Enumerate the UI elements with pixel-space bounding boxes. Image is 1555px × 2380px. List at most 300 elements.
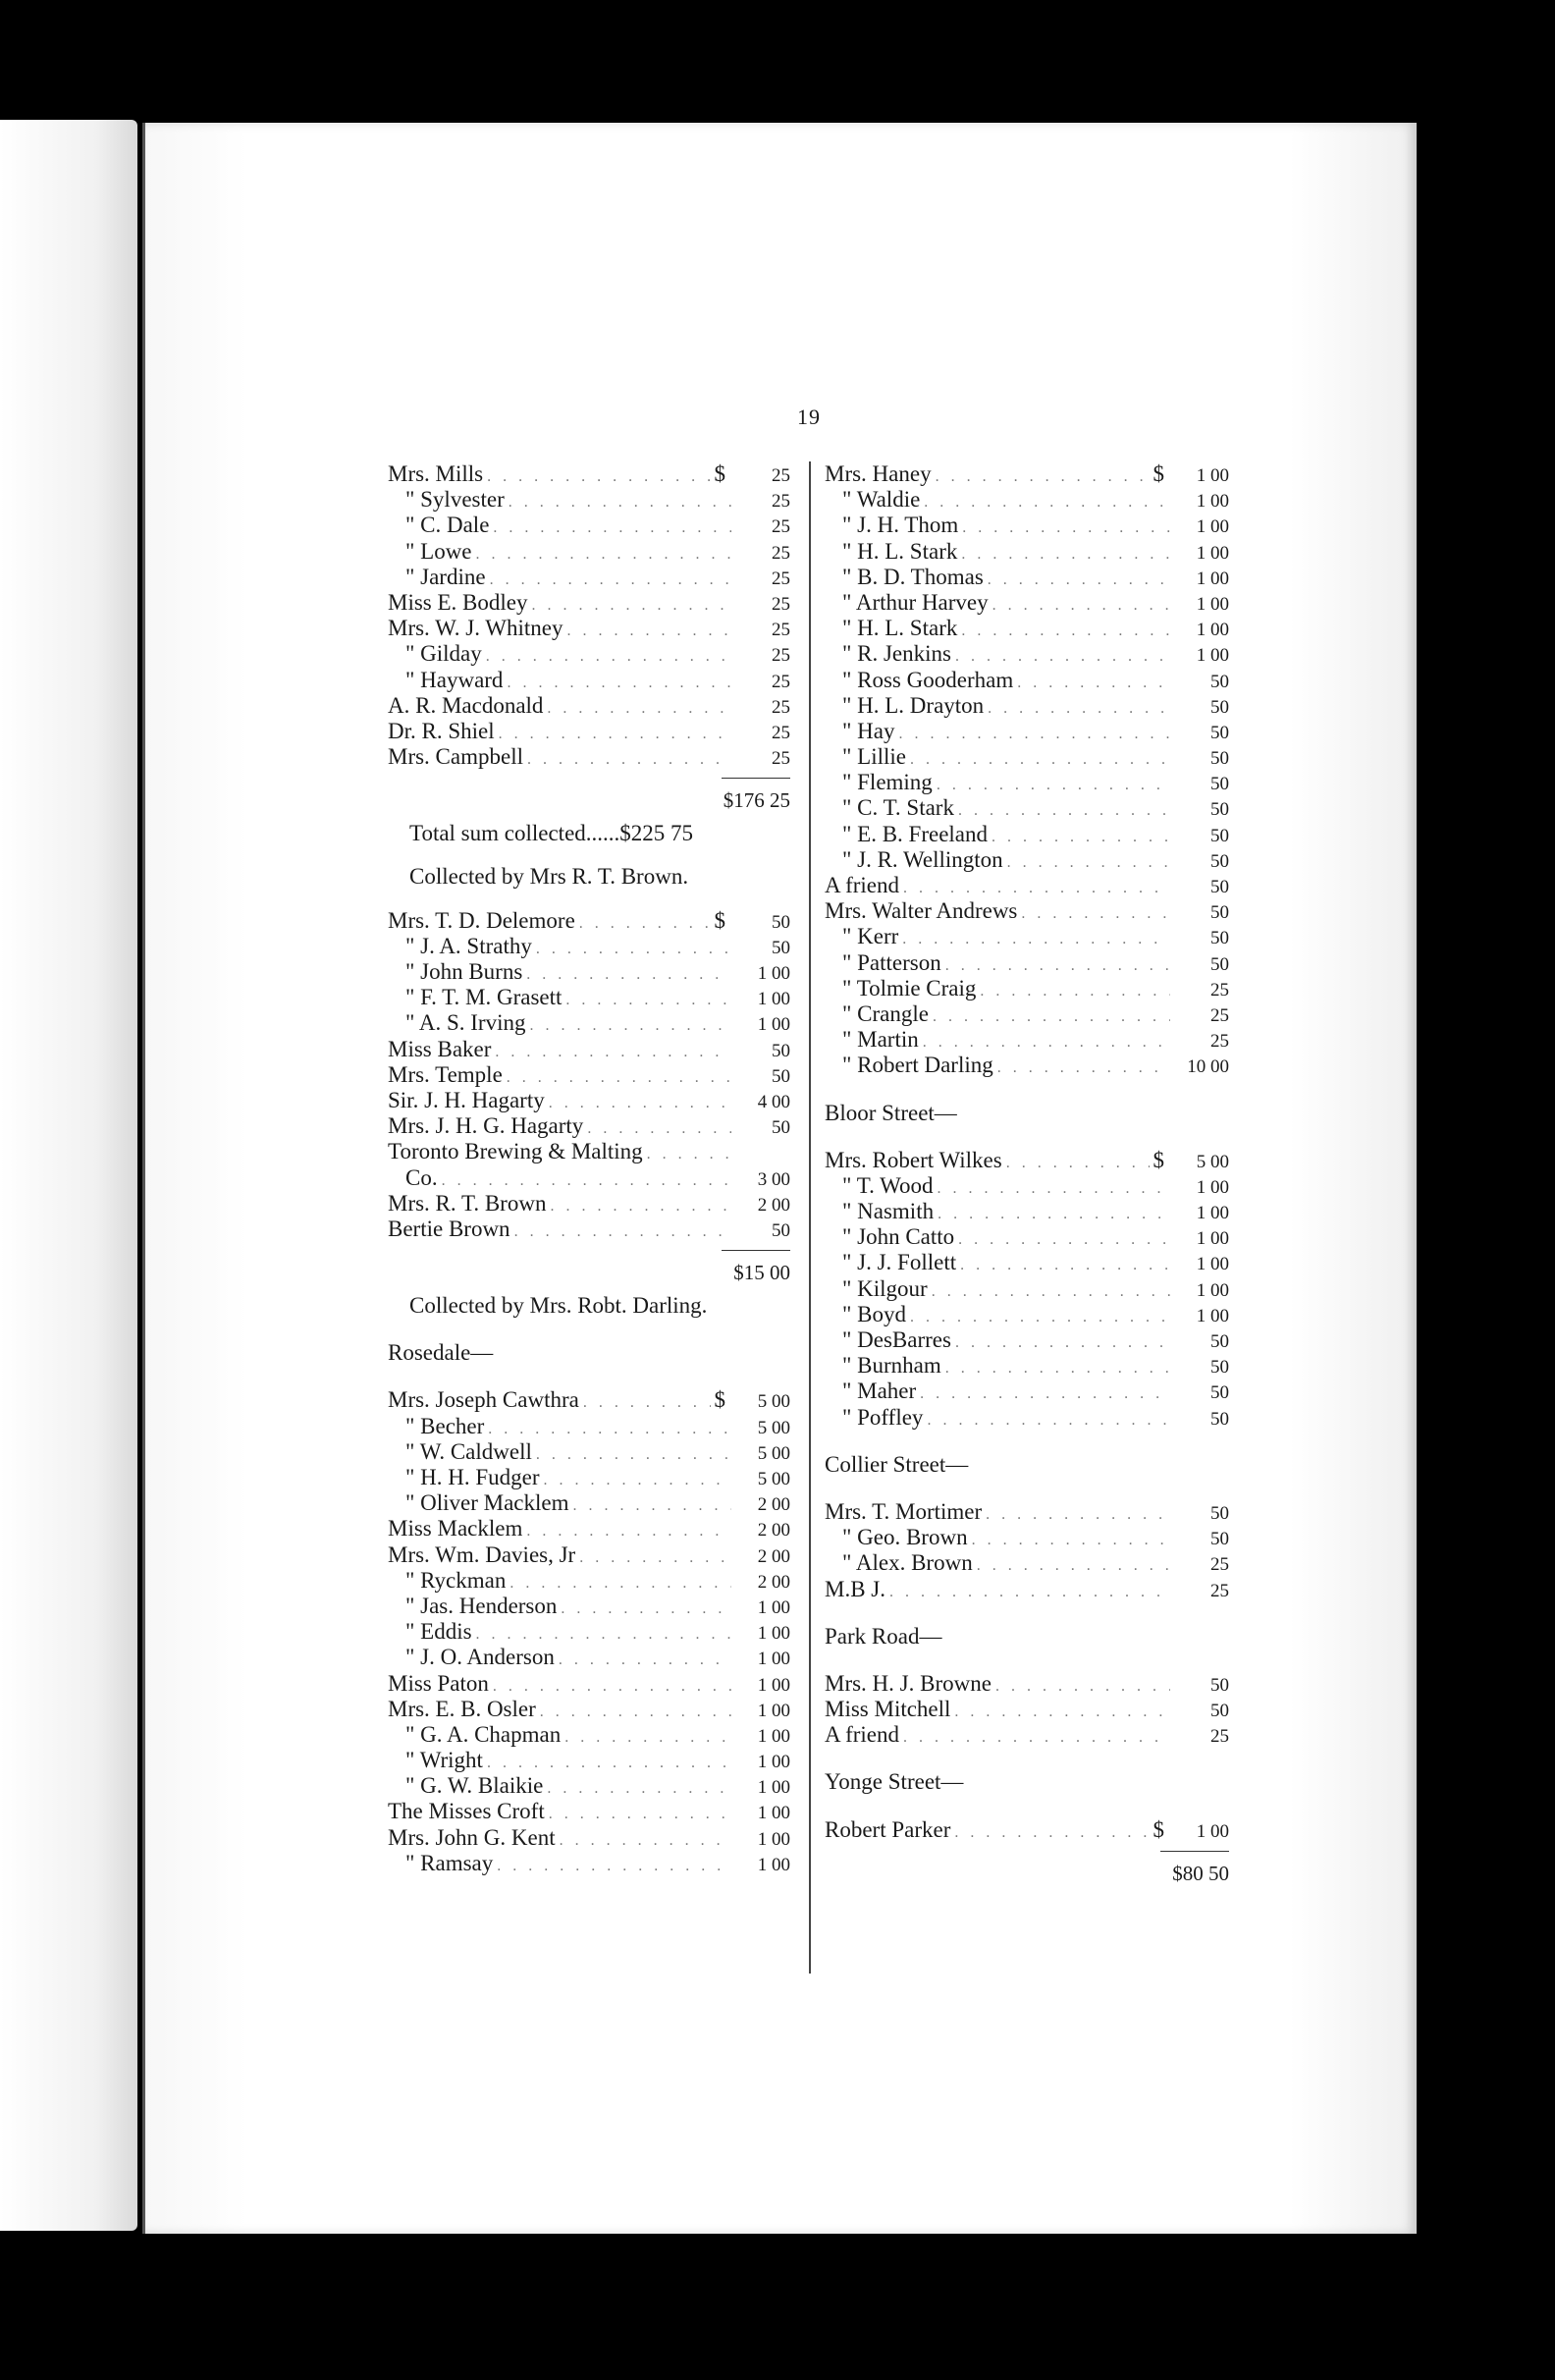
donor-entry: [388, 1773, 790, 1799]
donor-name: " Ross Gooderham: [842, 667, 1014, 692]
leader-dots: [980, 979, 1170, 1004]
page-number: 19: [797, 405, 821, 429]
donor-entry: [388, 934, 790, 959]
donor-entry: [388, 1414, 790, 1439]
donation-amount: 5 00: [757, 1417, 790, 1438]
donor-name: Mrs. W. J. Whitney: [388, 616, 563, 641]
leader-dots: [961, 619, 1170, 644]
donation-amount: 1 00: [757, 1725, 790, 1747]
donor-entry: [388, 1113, 790, 1139]
donor-entry: [388, 487, 790, 513]
donation-amount: 1 00: [757, 1674, 790, 1696]
donor-entry: [388, 590, 790, 616]
donor-name: " Fleming: [842, 770, 933, 795]
donation-amount: 10 00: [1187, 1056, 1229, 1078]
subtotal-rule: [388, 1242, 790, 1260]
donation-amount: 1 00: [1196, 1820, 1229, 1842]
donor-name: " Boyd: [842, 1301, 906, 1326]
donation-amount: 25: [1210, 1726, 1229, 1748]
donor-entry: [388, 668, 790, 693]
donation-amount: 50: [1210, 1529, 1229, 1550]
donor-entry: [825, 1353, 1229, 1379]
donation-amount: 1 00: [757, 1700, 790, 1721]
donor-entry: [825, 1199, 1229, 1224]
right-column: [825, 461, 1229, 1894]
donor-entry: [388, 959, 790, 985]
leader-dots: [954, 1700, 1170, 1725]
donor-name: " Waldie: [842, 487, 921, 513]
section-header-yonge: Yonge Street—: [825, 1769, 964, 1795]
leader-dots: [573, 1493, 731, 1519]
donation-amount: 25: [772, 748, 790, 770]
dollar-sign: $: [1153, 1147, 1164, 1172]
donation-amount: 1 00: [1196, 516, 1229, 538]
donor-entry: [388, 1165, 790, 1191]
spacer: [388, 891, 790, 908]
donor-name: " Kerr: [842, 924, 899, 949]
leader-dots: [945, 1356, 1170, 1381]
donor-entry: [825, 1722, 1229, 1748]
donation-amount: 1 00: [757, 963, 790, 984]
dollar-sign: $: [1153, 1816, 1164, 1842]
donation-amount: 25: [772, 491, 790, 513]
leader-dots: [495, 1040, 731, 1065]
donation-amount: 4 00: [757, 1091, 790, 1112]
leader-dots: [958, 798, 1170, 824]
spacer: [388, 846, 790, 864]
donor-entry: [388, 1062, 790, 1088]
donation-amount: 1 00: [1196, 1305, 1229, 1326]
donor-name: Miss Mitchell: [825, 1697, 951, 1722]
leader-dots: [1006, 1151, 1150, 1176]
donation-amount: 1 00: [757, 1752, 790, 1773]
donor-name: " Geo. Brown: [842, 1525, 968, 1550]
donor-entry: [388, 1825, 790, 1851]
leader-dots: [529, 1013, 731, 1039]
donor-name: The Misses Croft: [388, 1799, 545, 1824]
donation-amount: 1 00: [1196, 593, 1229, 615]
donor-name: " J. R. Wellington: [842, 846, 1003, 872]
donation-amount: 25: [772, 542, 790, 564]
donor-name: Co.: [405, 1164, 438, 1190]
donor-name: " W. Caldwell: [405, 1438, 532, 1464]
donor-entry: [825, 822, 1229, 847]
donor-entry: [825, 1697, 1229, 1722]
donation-amount: 25: [772, 645, 790, 667]
donor-entry: [388, 461, 790, 487]
donor-entry: [825, 719, 1229, 744]
leader-dots: [958, 1227, 1170, 1253]
donor-entry: [825, 1327, 1229, 1353]
donor-entry: [388, 1645, 790, 1670]
leader-dots: [559, 1648, 731, 1673]
donation-amount: 5 00: [757, 1469, 790, 1489]
donation-amount: 5 00: [757, 1391, 790, 1413]
donor-name: " Robert Darling: [842, 1053, 993, 1078]
donation-amount: 50: [1210, 850, 1229, 872]
donor-name: " Lillie: [842, 744, 906, 770]
donation-amount: 1 00: [757, 1828, 790, 1850]
donor-entry: [825, 1405, 1229, 1431]
donor-name: " R. Jenkins: [842, 641, 951, 667]
donation-amount: 1 00: [1196, 1254, 1229, 1275]
leader-dots: [889, 1580, 1170, 1605]
donor-name: " Sylvester: [405, 487, 505, 513]
leader-dots: [988, 568, 1170, 593]
group2-total: $15 00: [733, 1261, 790, 1285]
leader-dots: [561, 1596, 731, 1622]
donor-name: " H. L. Stark: [842, 616, 958, 641]
leader-dots: [560, 1828, 731, 1854]
leader-dots: [497, 1854, 731, 1879]
donation-amount: 2 00: [757, 1494, 790, 1516]
donor-entry: [388, 1217, 790, 1242]
donor-name: " Gilday: [405, 641, 482, 667]
donor-name: " Maher: [842, 1379, 917, 1404]
donor-entry: [825, 487, 1229, 513]
donor-name: Mrs. E. B. Osler: [388, 1696, 536, 1721]
donor-name: " Alex. Brown: [842, 1550, 973, 1576]
donor-entry: [825, 873, 1229, 898]
leader-dots: [903, 1725, 1170, 1751]
donation-amount: 50: [772, 937, 790, 958]
donor-name: " G. W. Blaikie: [405, 1773, 544, 1799]
donation-amount: 25: [772, 696, 790, 718]
final-total-rule: [825, 1843, 1229, 1861]
leader-dots: [550, 1194, 731, 1219]
donor-name: Miss Macklem: [388, 1516, 523, 1542]
leader-dots: [961, 542, 1170, 568]
donor-entry: [388, 744, 790, 770]
donor-name: Mrs. Haney: [825, 461, 932, 486]
donor-name: " C. T. Stark: [842, 795, 954, 821]
leader-dots: [547, 696, 731, 722]
donor-name: " H. L. Drayton: [842, 692, 985, 718]
right-group1-list: [825, 461, 1229, 1079]
donor-entry: [388, 1594, 790, 1619]
dollar-sign: $: [714, 461, 725, 486]
donation-amount: 25: [1210, 1580, 1229, 1601]
leader-dots: [920, 1381, 1170, 1407]
donation-amount: 25: [772, 722, 790, 743]
donor-name: A. R. Macdonald: [388, 692, 544, 718]
donor-entry: [825, 539, 1229, 565]
donor-name: Dr. R. Shiel: [388, 718, 495, 743]
donor-name: " J. H. Thom: [842, 513, 959, 538]
leader-dots: [945, 953, 1170, 979]
donor-entry: [388, 1490, 790, 1516]
donor-name: Miss E. Bodley: [388, 589, 528, 615]
donor-name: " DesBarres: [842, 1327, 951, 1352]
donor-entry: [388, 616, 790, 641]
donor-name: " Lowe: [405, 538, 472, 564]
leader-dots: [962, 515, 1170, 541]
collector-heading-darling: Collected by Mrs. Robt. Darling.: [409, 1293, 708, 1319]
leader-dots: [937, 773, 1170, 798]
donor-name: " Becher: [405, 1413, 485, 1438]
donation-amount: 50: [1210, 1357, 1229, 1379]
donor-entry: [825, 976, 1229, 1001]
donation-amount: 50: [772, 1065, 790, 1087]
donor-entry: [388, 1010, 790, 1036]
donor-entry: [825, 1224, 1229, 1250]
donor-name: " Hay: [842, 718, 895, 743]
donor-entry: [388, 985, 790, 1010]
leader-dots: [549, 1802, 731, 1827]
leader-dots: [902, 927, 1170, 952]
donation-amount: 50: [1210, 1701, 1229, 1722]
donor-name: Robert Parker: [825, 1816, 951, 1842]
donor-entry: [388, 1465, 790, 1490]
leader-dots: [898, 722, 1170, 747]
donor-name: Mrs. Wm. Davies, Jr: [388, 1542, 576, 1567]
donor-name: " Burnham: [842, 1353, 941, 1379]
donor-name: A friend: [825, 1722, 900, 1748]
leader-dots: [487, 464, 710, 490]
donor-name: " Patterson: [842, 949, 941, 975]
donor-entry: [388, 908, 790, 934]
donation-amount: 2 00: [757, 1194, 790, 1216]
leader-dots: [988, 696, 1170, 722]
donor-name: Bertie Brown: [388, 1216, 510, 1241]
donor-entry: [825, 1173, 1229, 1199]
group1-total: $176 25: [723, 788, 790, 813]
donation-amount: 1 00: [1196, 620, 1229, 641]
leader-dots: [1017, 671, 1170, 696]
leader-dots: [986, 1502, 1170, 1528]
donor-name: " Eddis: [405, 1619, 472, 1645]
donation-amount: 2 00: [757, 1545, 790, 1567]
donation-amount: 50: [772, 911, 790, 933]
donor-name: " Kilgour: [842, 1275, 928, 1301]
leader-dots: [647, 1142, 731, 1167]
donation-amount: 1 00: [757, 1777, 790, 1799]
donation-amount: 3 00: [757, 1168, 790, 1190]
donation-amount: 50: [1210, 722, 1229, 743]
leader-dots: [565, 988, 731, 1013]
donation-amount: 25: [772, 516, 790, 538]
leader-dots: [992, 825, 1170, 850]
donation-amount: 25: [772, 671, 790, 692]
donor-name: " Ramsay: [405, 1850, 494, 1875]
donation-amount: 50: [1210, 774, 1229, 795]
donation-amount: 50: [1210, 953, 1229, 975]
left-group2-list: [388, 908, 790, 1242]
donor-name: " J. A. Strathy: [405, 933, 532, 958]
section-header-collier: Collier Street—: [825, 1451, 969, 1477]
donation-amount: 1 00: [757, 1596, 790, 1618]
donation-amount: 1 00: [1196, 465, 1229, 486]
donor-entry: [825, 1001, 1229, 1027]
donor-entry: [825, 1027, 1229, 1053]
leader-dots: [995, 1674, 1170, 1700]
leader-dots: [933, 1004, 1170, 1030]
leader-dots: [960, 1253, 1170, 1278]
donation-amount: 50: [1210, 1674, 1229, 1696]
donation-amount: 2 00: [757, 1520, 790, 1542]
donation-amount: 1 00: [1196, 491, 1229, 513]
total-sum-collected: Total sum collected......$225 75: [409, 821, 694, 846]
donation-amount: 25: [1210, 979, 1229, 1001]
donation-amount: 25: [772, 465, 790, 486]
donation-amount: 50: [1210, 928, 1229, 949]
donor-entry: [825, 1577, 1229, 1602]
donor-name: Mrs. J. H. G. Hagarty: [388, 1113, 584, 1139]
dollar-sign: $: [1153, 461, 1164, 486]
donation-amount: 1 00: [757, 1623, 790, 1645]
section-header-park: Park Road—: [825, 1623, 942, 1649]
donor-name: Mrs. Joseph Cawthra: [388, 1387, 579, 1413]
donor-entry: [388, 1799, 790, 1824]
donation-amount: 1 00: [1196, 568, 1229, 589]
donor-entry: [825, 565, 1229, 590]
dollar-sign: $: [714, 907, 725, 933]
donor-entry: [825, 1302, 1229, 1327]
donor-entry: [388, 1516, 790, 1542]
donor-name: Mrs. Mills: [388, 461, 484, 486]
donor-entry: [825, 668, 1229, 693]
donor-name: Mrs. Temple: [388, 1061, 503, 1087]
leader-dots: [544, 1468, 731, 1493]
donor-entry: [388, 719, 790, 744]
donation-amount: 25: [1210, 1004, 1229, 1026]
collier-list: [825, 1499, 1229, 1602]
left-group1-list: [388, 461, 790, 770]
donation-amount: 1 00: [1196, 542, 1229, 564]
leader-dots: [1021, 901, 1170, 927]
donor-name: " H. H. Fudger: [405, 1465, 540, 1489]
donor-name: Sir. J. H. Hagarty: [388, 1087, 545, 1112]
donor-entry: [388, 1697, 790, 1722]
donation-amount: 50: [1210, 902, 1229, 924]
donor-entry: [825, 1671, 1229, 1697]
donor-entry: [825, 795, 1229, 821]
leader-dots: [579, 911, 711, 937]
donation-amount: 1 00: [757, 1649, 790, 1670]
donor-name: Mrs. John G. Kent: [388, 1824, 556, 1850]
section-header-rosedale: Rosedale—: [388, 1340, 494, 1366]
donation-amount: 1 00: [757, 1014, 790, 1036]
donation-amount: 1 00: [1196, 1279, 1229, 1301]
subtotal-rule: [388, 770, 790, 787]
leader-dots: [564, 1725, 731, 1751]
donation-amount: 50: [1210, 877, 1229, 897]
leader-dots: [499, 722, 731, 747]
leader-dots: [997, 1055, 1170, 1081]
donor-entry: [825, 1550, 1229, 1576]
donation-amount: 50: [1210, 799, 1229, 821]
donor-name: " John Catto: [842, 1224, 955, 1250]
donor-name: Mrs. T. Mortimer: [825, 1498, 983, 1524]
donor-name: " Ryckman: [405, 1567, 507, 1593]
leader-dots: [1007, 850, 1170, 876]
donor-entry: [825, 1276, 1229, 1302]
donation-amount: 1 00: [1196, 1228, 1229, 1250]
donor-entry: [825, 1148, 1229, 1173]
donor-entry: [825, 898, 1229, 924]
leader-dots: [486, 644, 731, 670]
donation-amount: 1 00: [757, 989, 790, 1010]
leader-dots: [932, 1279, 1170, 1305]
donor-entry: [825, 616, 1229, 641]
donor-name: Toronto Brewing & Malting: [388, 1139, 643, 1164]
donation-amount: 50: [1210, 1408, 1229, 1430]
donation-amount: 1 00: [757, 1803, 790, 1824]
donor-name: Mrs. R. T. Brown: [388, 1190, 547, 1216]
donor-entry: [388, 1568, 790, 1594]
donor-name: Mrs. H. J. Browne: [825, 1670, 992, 1696]
donor-name: Mrs. Robert Wilkes: [825, 1147, 1002, 1172]
donor-name: " Arthur Harvey: [842, 589, 989, 615]
donor-entry: [388, 1851, 790, 1876]
donor-entry: [388, 641, 790, 667]
final-total: $80 50: [1172, 1861, 1229, 1885]
donation-amount: 50: [1210, 1502, 1229, 1524]
leader-dots: [992, 593, 1170, 619]
donation-amount: 1 00: [757, 1854, 790, 1875]
donor-entry: [825, 744, 1229, 770]
donor-entry: [388, 1722, 790, 1748]
donation-amount: 50: [772, 1040, 790, 1061]
donation-amount: 2 00: [757, 1571, 790, 1593]
leader-dots: [972, 1528, 1170, 1553]
donor-entry: [825, 924, 1229, 949]
dollar-sign: $: [714, 1387, 725, 1413]
donor-entry: [388, 693, 790, 719]
donation-amount: 50: [1210, 1331, 1229, 1352]
donor-entry: [388, 1139, 790, 1164]
donation-amount: 25: [1210, 1031, 1229, 1053]
donor-name: " T. Wood: [842, 1172, 934, 1198]
donor-entry: [825, 1499, 1229, 1525]
donation-amount: 1 00: [1196, 1203, 1229, 1224]
donation-amount: 50: [1210, 748, 1229, 770]
donor-name: " B. D. Thomas: [842, 564, 984, 589]
donor-name: " Wright: [405, 1748, 483, 1773]
donation-amount: 25: [1210, 1554, 1229, 1576]
leader-dots: [910, 747, 1170, 773]
leader-dots: [509, 490, 731, 515]
donation-amount: 50: [1210, 1382, 1229, 1404]
leader-dots: [536, 937, 731, 962]
donor-entry: [825, 1053, 1229, 1078]
donor-entry: [388, 1037, 790, 1062]
leader-dots: [977, 1553, 1170, 1579]
donor-name: " Crangle: [842, 1001, 929, 1026]
donor-entry: [388, 1542, 790, 1568]
donor-name: Mrs. Campbell: [388, 744, 523, 770]
donor-entry: [825, 1817, 1229, 1843]
donor-entry: [388, 1619, 790, 1645]
donor-entry: [388, 565, 790, 590]
donor-entry: [388, 1387, 790, 1413]
donation-amount: 25: [772, 620, 790, 641]
section-header-bloor: Bloor Street—: [825, 1100, 957, 1125]
donor-name: " F. T. M. Grasett: [405, 985, 563, 1010]
donation-amount: 50: [1210, 825, 1229, 846]
donor-entry: [825, 461, 1229, 487]
donor-name: " Jardine: [405, 564, 486, 589]
donor-name: " Jas. Henderson: [405, 1593, 558, 1618]
column-divider: [809, 461, 811, 1974]
leader-dots: [566, 619, 731, 644]
donor-entry: [388, 539, 790, 565]
donor-entry: [388, 1088, 790, 1113]
leader-dots: [955, 1330, 1170, 1356]
leader-dots: [493, 515, 731, 541]
donor-name: " Hayward: [405, 667, 504, 692]
donor-entry: [825, 770, 1229, 795]
